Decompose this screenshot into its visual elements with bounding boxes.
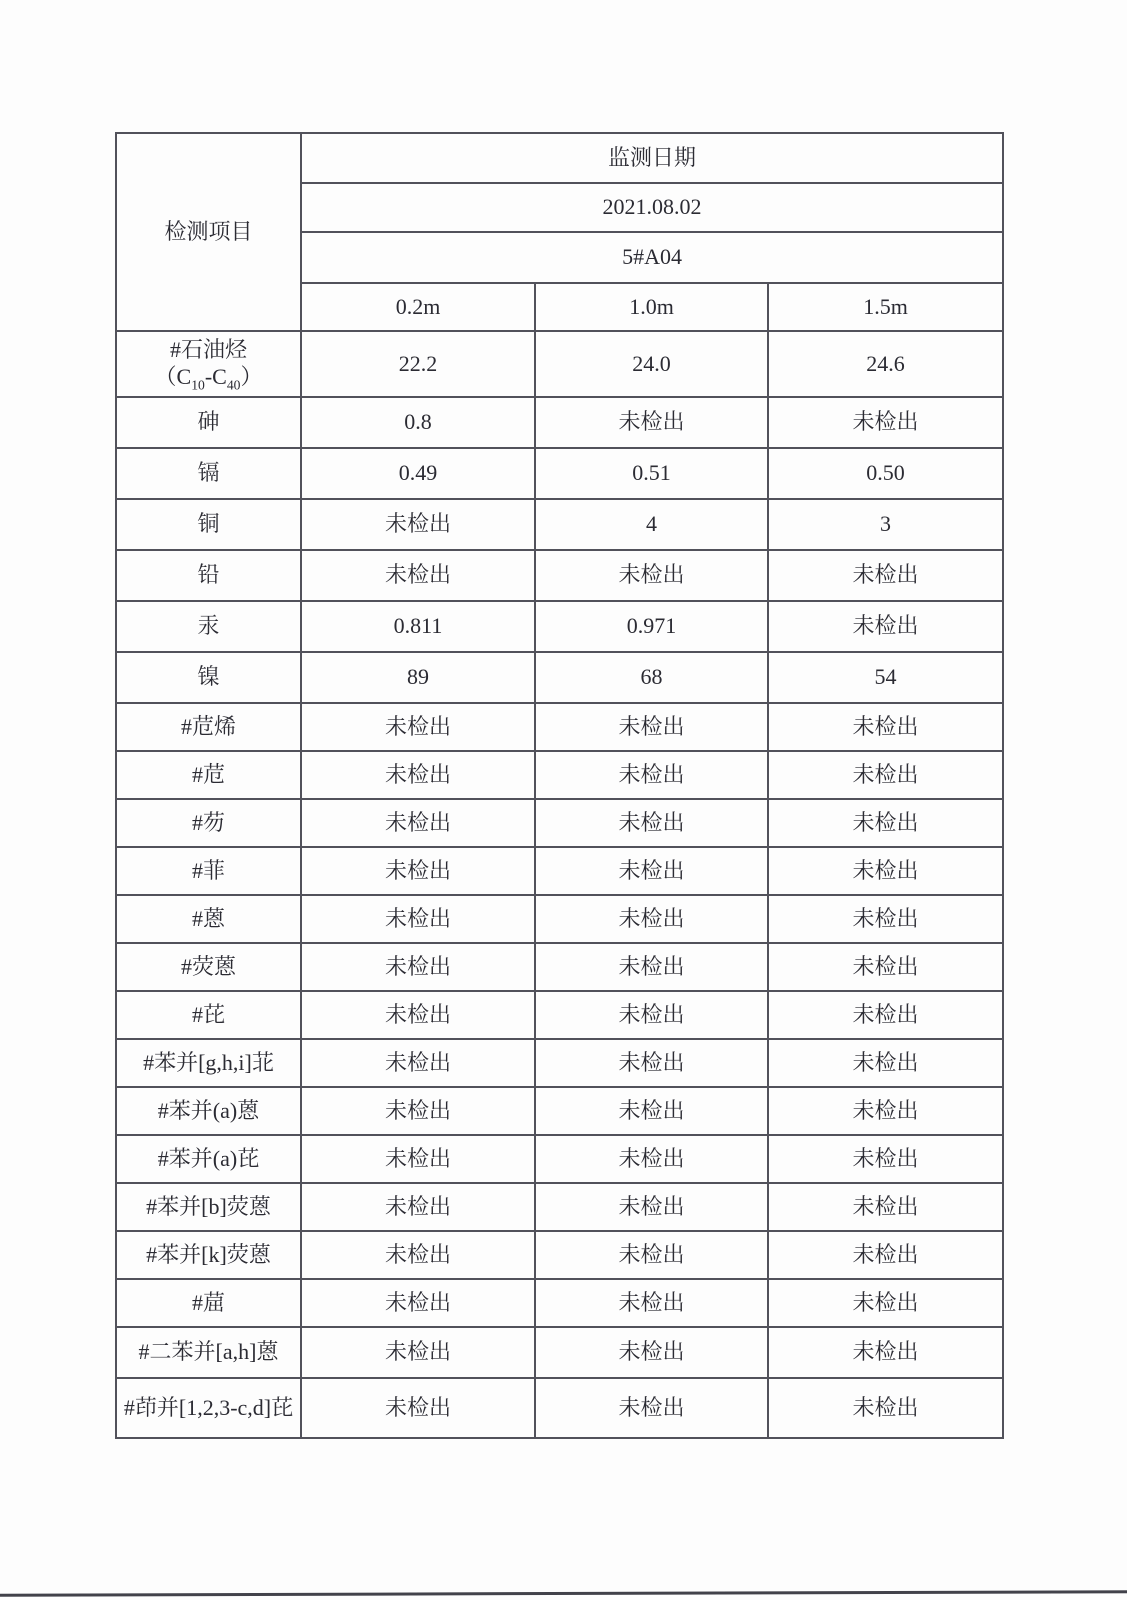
monitoring-results-table [115,132,1004,1439]
measurement-value-cell: 未检出 [768,943,1003,991]
measurement-value-cell: 未检出 [535,1378,768,1438]
measurement-value-cell: 68 [535,652,768,703]
measurement-value-cell: 未检出 [301,1183,535,1231]
measurement-value-cell: 未检出 [768,1135,1003,1183]
analyte-label-cell: #苯并[k]荧蒽 [116,1231,301,1279]
measurement-value-cell: 未检出 [768,991,1003,1039]
analyte-label-cell: #苊烯 [116,703,301,751]
analyte-row [116,1327,1003,1378]
measurement-value-cell: 未检出 [301,1327,535,1378]
analyte-label-cell: #石油烃 $(C_{10}-C_{40})$ [116,331,301,397]
measurement-value-cell: 未检出 [535,895,768,943]
analyte-label-cell: #苯并[b]荧蒽 [116,1183,301,1231]
measurement-value-cell: 未检出 [301,1231,535,1279]
measurement-value-cell: 未检出 [535,751,768,799]
measurement-value-cell: 未检出 [301,499,535,550]
measurement-value-cell: 未检出 [768,895,1003,943]
measurement-value-cell: 未检出 [301,943,535,991]
measurement-value-cell: 24.0 [535,331,768,397]
measurement-value-cell: 未检出 [535,550,768,601]
measurement-value-cell: 22.2 [301,331,535,397]
measurement-value-cell: 未检出 [301,1279,535,1327]
measurement-value-cell: 0.811 [301,601,535,652]
analyte-row [116,943,1003,991]
analyte-label-cell: #䓛 [116,1279,301,1327]
measurement-value-cell: 未检出 [301,550,535,601]
analyte-row [116,1039,1003,1087]
measurement-value-cell: 未检出 [768,1183,1003,1231]
measurement-value-cell: 未检出 [768,550,1003,601]
measurement-value-cell: 未检出 [301,751,535,799]
measurement-value-cell: 未检出 [535,1039,768,1087]
measurement-value-cell: 未检出 [768,1279,1003,1327]
measurement-value-cell: 未检出 [301,1135,535,1183]
measurement-value-cell: 未检出 [768,703,1003,751]
analyte-row [116,448,1003,499]
measurement-value-cell: 未检出 [535,991,768,1039]
analyte-row [116,1135,1003,1183]
measurement-value-cell: 未检出 [535,703,768,751]
analyte-row [116,1279,1003,1327]
measurement-value-cell: 未检出 [768,1087,1003,1135]
measurement-value-cell: 0.50 [768,448,1003,499]
measurement-value-cell: 未检出 [768,1039,1003,1087]
analyte-row [116,331,1003,397]
analyte-row [116,1231,1003,1279]
depth-column-header-2: 1.5m [768,283,1003,331]
analyte-row [116,550,1003,601]
analyte-row [116,652,1003,703]
measurement-value-cell: 89 [301,652,535,703]
measurement-value-cell: 24.6 [768,331,1003,397]
analyte-label-cell: 镍 [116,652,301,703]
analyte-label-cell: 砷 [116,397,301,448]
analyte-row [116,751,1003,799]
measurement-value-cell: 0.49 [301,448,535,499]
measurement-value-cell: 未检出 [768,601,1003,652]
analyte-label-cell: 镉 [116,448,301,499]
measurement-value-cell: 未检出 [301,1378,535,1438]
sample-point-cell: 5#A04 [301,232,1003,283]
analyte-label-cell: #芴 [116,799,301,847]
analyte-row [116,1087,1003,1135]
analyte-row [116,499,1003,550]
measurement-value-cell: 未检出 [768,751,1003,799]
measurement-value-cell: 0.51 [535,448,768,499]
analyte-label-cell: #芘 [116,991,301,1039]
analyte-label-cell: #苯并(a)蒽 [116,1087,301,1135]
analyte-label-cell: 铜 [116,499,301,550]
analyte-row [116,1183,1003,1231]
measurement-value-cell: 未检出 [535,1135,768,1183]
measurement-value-cell: 未检出 [535,397,768,448]
analyte-label-cell: 铅 [116,550,301,601]
analyte-label-cell: #苯并(a)芘 [116,1135,301,1183]
corner-header-cell: 检测项目 [116,133,301,331]
measurement-value-cell: 未检出 [535,943,768,991]
analyte-row [116,799,1003,847]
measurement-value-cell: 未检出 [301,703,535,751]
measurement-value-cell: 未检出 [768,799,1003,847]
measurement-value-cell: 未检出 [768,397,1003,448]
analyte-label-cell: #苯并[g,h,i]苝 [116,1039,301,1087]
measurement-value-cell: 未检出 [301,1087,535,1135]
analyte-label-cell: #菲 [116,847,301,895]
measurement-value-cell: 未检出 [535,1231,768,1279]
analyte-row [116,1378,1003,1438]
measurement-value-cell: 未检出 [768,1378,1003,1438]
measurement-value-cell: 未检出 [535,1279,768,1327]
analyte-label-cell: 汞 [116,601,301,652]
measurement-value-cell: 未检出 [768,847,1003,895]
analyte-row [116,991,1003,1039]
header-row-date [116,133,1003,183]
measurement-value-cell: 未检出 [301,1039,535,1087]
measurement-value-cell: 4 [535,499,768,550]
analyte-row [116,601,1003,652]
depth-column-header-1: 1.0m [535,283,768,331]
analyte-row [116,847,1003,895]
measurement-value-cell: 未检出 [535,799,768,847]
measurement-value-cell: 未检出 [535,847,768,895]
date-value-cell: 2021.08.02 [301,183,1003,232]
analyte-row [116,703,1003,751]
analyte-label-cell: #蒽 [116,895,301,943]
measurement-value-cell: 3 [768,499,1003,550]
measurement-value-cell: 未检出 [535,1327,768,1378]
measurement-value-cell: 未检出 [301,847,535,895]
analyte-label-cell: #荧蒽 [116,943,301,991]
depth-column-header-0: 0.2m [301,283,535,331]
analyte-row [116,397,1003,448]
measurement-value-cell: 未检出 [768,1327,1003,1378]
measurement-value-cell: 未检出 [768,1231,1003,1279]
measurement-value-cell: 54 [768,652,1003,703]
analyte-label-cell: #苊 [116,751,301,799]
measurement-value-cell: 未检出 [535,1183,768,1231]
page-edge-scan-line [0,1590,1127,1597]
measurement-value-cell: 未检出 [301,895,535,943]
measurement-value-cell: 未检出 [301,991,535,1039]
measurement-value-cell: 未检出 [535,1087,768,1135]
date-header-cell: 监测日期 [301,133,1003,183]
analyte-label-cell: #茚并[1,2,3-c,d]芘 [116,1378,301,1438]
measurement-value-cell: 0.971 [535,601,768,652]
analyte-label-cell: #二苯并[a,h]蒽 [116,1327,301,1378]
measurement-value-cell: 未检出 [301,799,535,847]
measurement-value-cell: 0.8 [301,397,535,448]
analyte-row [116,895,1003,943]
